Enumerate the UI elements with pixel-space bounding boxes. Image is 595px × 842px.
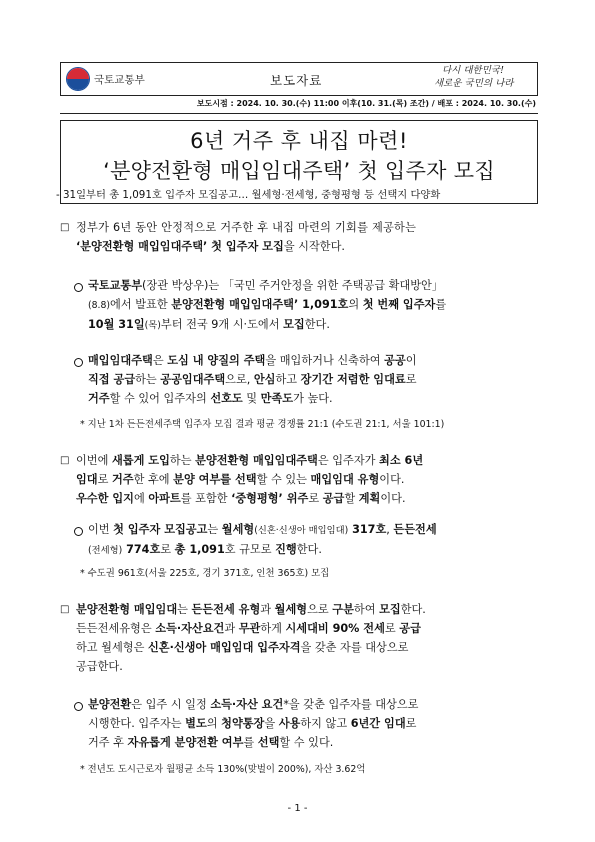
page-number: - 1 - bbox=[287, 803, 308, 814]
paragraph-1 bbox=[76, 218, 542, 256]
p2a-line2: (전세형) 774호로 총 1,091호 규모로 진행한다. bbox=[88, 543, 322, 556]
square-bullet: □ bbox=[60, 222, 70, 233]
title-line1: 6년 거주 후 내집 마련! bbox=[190, 129, 408, 153]
p1-line1: 정부가 6년 동안 안정적으로 거주한 후 내집 마련의 기회를 제공하는 bbox=[76, 221, 417, 234]
doc-type: 보도자료 bbox=[270, 73, 323, 88]
p3-line1: 분양전환형 매입임대는 든든전세 유형과 월세형으로 구분하여 모집한다. bbox=[76, 603, 426, 616]
p2-line2: 임대로 거주한 후에 분양 여부를 선택할 수 있는 매입임대 유형이다. bbox=[76, 473, 405, 486]
ministry-emblem-icon bbox=[66, 67, 90, 91]
p3a-line2: 시행한다. 입주자는 별도의 청약통장을 사용하지 않고 6년간 임대로 bbox=[88, 717, 417, 730]
paragraph-3a bbox=[88, 695, 544, 752]
title-line2: ‘분양전환형 매입임대주택’ 첫 입주자 모집 bbox=[103, 159, 495, 183]
ministry-logo bbox=[66, 66, 154, 92]
p1a-line1: 국토교통부(장관 박상우)는 「국민 주거안정을 위한 주택공급 확대방안」 bbox=[88, 279, 444, 292]
paragraph-1b bbox=[88, 351, 544, 408]
p2a-line1: 이번 첫 입주자 모집공고는 월세형(신혼·신생아 매입임대) 317호, 든든전세 bbox=[88, 523, 437, 536]
paragraph-1a bbox=[88, 276, 544, 335]
p1a-line3: 10월 31일(목)부터 전국 9개 시·도에서 모집한다. bbox=[88, 318, 330, 331]
p2-line1: 이번에 새롭게 도입하는 분양전환형 매입임대주택은 입주자가 최소 6년 bbox=[76, 454, 424, 467]
circle-bullet bbox=[74, 283, 83, 292]
p1b-line3: 거주할 수 있어 입주자의 선호도 및 만족도가 높다. bbox=[88, 392, 333, 405]
square-bullet: □ bbox=[60, 455, 70, 466]
circle-bullet bbox=[74, 702, 83, 711]
slogan-line1: 다시 대한민국! bbox=[442, 65, 504, 76]
paragraph-2a bbox=[88, 520, 544, 560]
ministry-name: 국토교통부 bbox=[94, 73, 145, 86]
p1b-line1: 매입임대주택은 도심 내 양질의 주택을 매입하거나 신축하여 공공이 bbox=[88, 354, 417, 367]
p1-line2: ‘분양전환형 매입임대주택’ 첫 입주자 모집을 시작한다. bbox=[76, 240, 345, 253]
slogan bbox=[430, 64, 536, 90]
p3-line2: 든든전세유형은 소득·자산요건과 무관하게 시세대비 90% 전세로 공급 bbox=[76, 622, 421, 635]
slogan-line2: 새로운 국민의 나라 bbox=[434, 78, 514, 89]
p1b-line2: 직접 공급하는 공공임대주택으로, 안심하고 장기간 저렴한 임대료로 bbox=[88, 373, 417, 386]
p1a-line2: (8.8)에서 발표한 분양전환형 매입임대주택’ 1,091호의 첫 번째 입주자를 bbox=[88, 298, 447, 311]
square-bullet: □ bbox=[60, 604, 70, 615]
p3-line4: 공급한다. bbox=[76, 660, 123, 673]
subtitle: - 31일부터 총 1,091호 입주자 모집공고… 월세형·전세형, 중형평형 등 선택지 다양화 bbox=[56, 189, 441, 201]
footnote-2: * 수도권 961호(서울 225호, 경기 371호, 인천 365호) 모집 bbox=[80, 568, 330, 579]
circle-bullet bbox=[74, 358, 83, 367]
p3a-line3: 거주 후 자유롭게 분양전환 여부를 선택할 수 있다. bbox=[88, 736, 334, 749]
footnote-1: * 지난 1차 든든전세주택 입주자 모집 결과 평균 경쟁률 21:1 (수도권 21:1, 서울 101:1) bbox=[80, 419, 445, 430]
paragraph-2 bbox=[76, 451, 544, 508]
p2-line3: 우수한 입지에 아파트를 포함한 ‘중형평형’ 위주로 공급할 계획이다. bbox=[76, 492, 406, 505]
p3-line3: 하고 월세형은 신혼·신생아 매입임대 입주자격을 갖춘 자를 대상으로 bbox=[76, 641, 409, 654]
p3a-line1: 분양전환은 입주 시 일정 소득·자산 요건*을 갖춘 입주자를 대상으로 bbox=[88, 698, 419, 711]
release-bar bbox=[60, 97, 538, 114]
paragraph-3 bbox=[76, 600, 544, 676]
release-date: 보도시점 : 2024. 10. 30.(수) 11:00 이후(10. 31.(목) 조간) / 배포 : 2024. 10. 30.(수) bbox=[196, 99, 536, 108]
circle-bullet bbox=[74, 527, 83, 536]
footnote-3: * 전년도 도시근로자 월평균 소득 130%(맞벌이 200%), 자산 3.62억 bbox=[80, 764, 366, 775]
